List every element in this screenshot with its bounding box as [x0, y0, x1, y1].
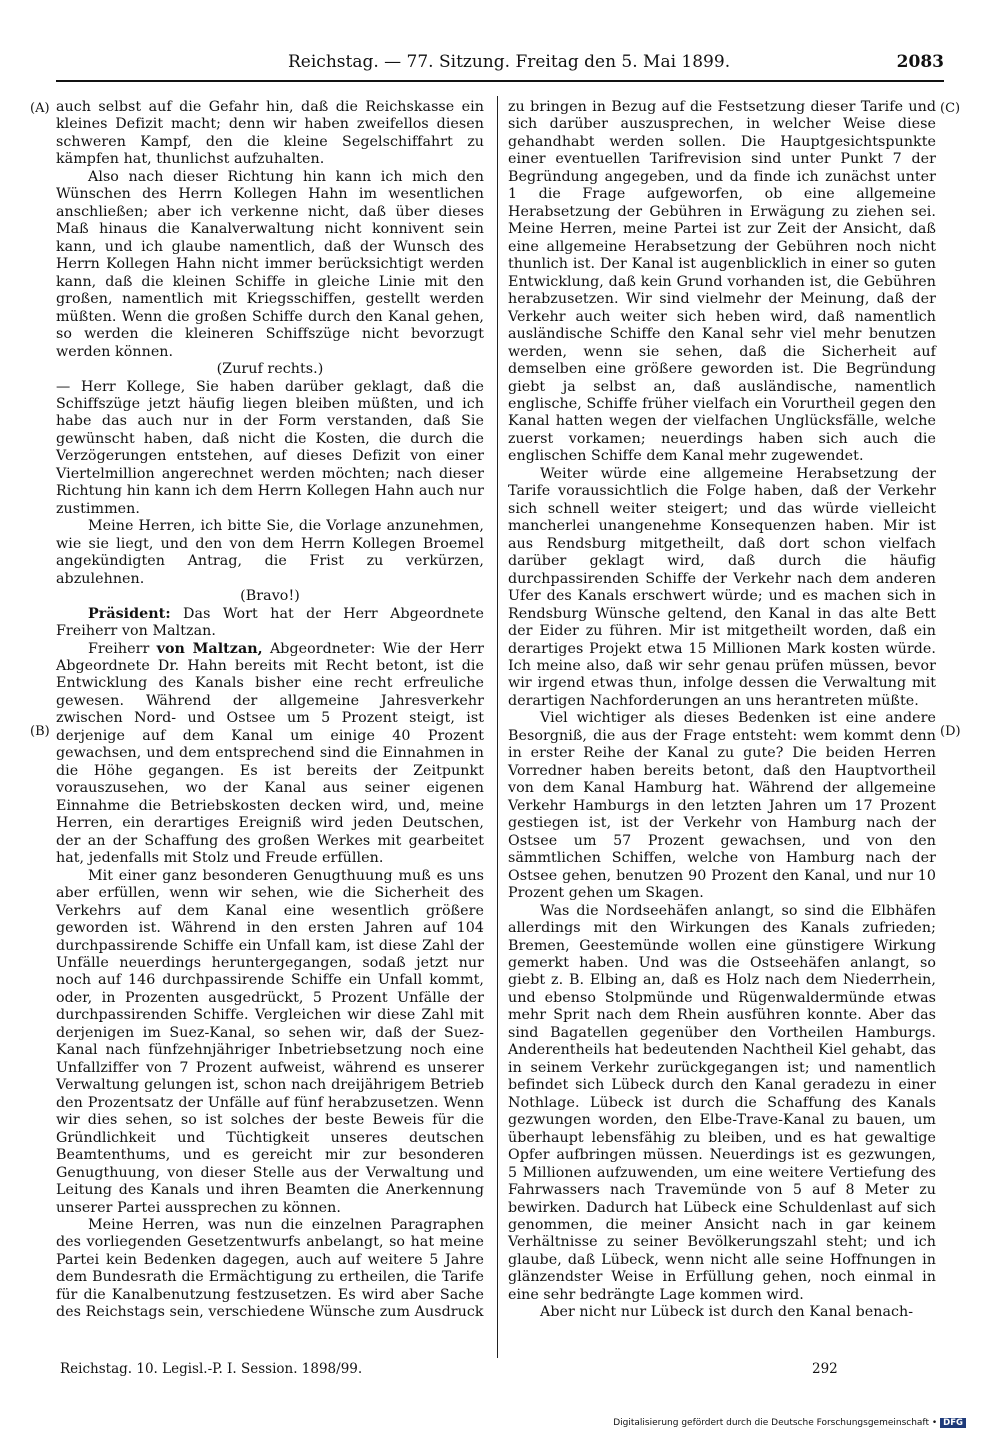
margin-marker-a: (A)	[30, 101, 50, 116]
footer-signature: Reichstag. 10. Legisl.-P. I. Session. 1898/99.	[60, 1361, 363, 1377]
running-title: Reichstag. — 77. Sitzung. Freitag den 5. Mai 1899.	[288, 52, 731, 72]
speech-paragraph	[56, 641, 484, 868]
speech-text: Abgeordneter: Wie der Herr Abgeordnete Dr. Hahn bereits mit Recht betont, ist die Entwicklung des Kanals bisher eine recht erfreuliche gewesen. Während der allgemeine Jahresverkehr zwischen Nord- und Ostsee um 5 Prozent steigt, ist derjenige auf dem Kanal um einige 40 Prozent gewachsen, und dem entsprechend sind die Einnahmen in die Höhe gegangen. Es ist bereits der Zeitpunkt vorauszusehen, wo der Kanal aus seiner eigenen Einnahme die Betriebskosten decken wird, und, meine Herren, ein derartiges Ereigniß wird jeden Deutschen, der an der Schaffung des großen Werkes mit gearbeitet hat, jedenfalls mit Stolz und Freude erfüllen.	[56, 640, 485, 867]
speaker-prefix: Freiherr	[88, 640, 157, 657]
paragraph: Meine Herren, ich bitte Sie, die Vorlage anzunehmen, wie sie liegt, und den von dem Herrn Kollegen Broemel angekündigten Antrag, die Frist zu verkürzen, abzulehnen.	[56, 518, 484, 587]
page-header	[56, 48, 944, 76]
paragraph: Weiter würde eine allgemeine Herabsetzung der Tarife voraussichtlich die Folge haben, daß der Verkehr sich schnell weiter steigert; und das würde vielleicht mancherlei unangenehme Konsequenzen haben. Mir ist aus Rendsburg mitgetheilt, daß dort schon vielfach darüber geklagt wird, daß durch die häufig durchpassirenden Schiffe der Verkehr nach dem anderen Ufer des Kanals erschwert würde; und es machen sich in Rendsburg Wünsche geltend, den Kanal in das alte Bett der Eider zu führen. Mir ist mitgetheilt worden, daß ein derartiges Projekt etwa 15 Millionen Mark kosten würde. Ich meine also, daß wir sehr genau prüfen müssen, bevor wir irgend etwas thun, infolge dessen die Verwaltung mit derartigen Nachforderungen an uns herantreten müßte.	[508, 465, 936, 709]
footer-sheet-number: 292	[812, 1361, 838, 1377]
column-divider	[497, 96, 498, 1358]
right-column	[508, 99, 936, 1322]
interjection: (Bravo!)	[240, 588, 300, 605]
president-paragraph	[56, 606, 484, 641]
margin-marker-d: (D)	[940, 724, 961, 739]
paragraph: zu bringen in Bezug auf die Festsetzung dieser Tarife und sich darüber auszusprechen, in welcher Weise diese gehandhabt werden sollen. Die Hauptgesichtspunkte einer eventuellen Tarifrevision sind unter Punkt 7 der Begründung angegeben, und da finde ich zunächst unter 1 die Frage aufgeworfen, ob eine allgemeine Herabsetzung der Gebühren in Erwägung zu ziehen sei. Meine Herren, meine Partei ist zur Zeit der Ansicht, daß eine allgemeine Herabsetzung der Gebühren noch nicht thunlich ist. Der Kanal ist augenblicklich in einer so guten Entwicklung, daß kein Grund vorhanden ist, die Gebühren herabzusetzen. Wir sind vielmehr der Meinung, daß der Verkehr auch weiter sich heben wird, daß namentlich ausländische Schiffe den Kanal sehr viel mehr benutzen werden, wenn sie sehen, daß die Sicherheit auf demselben eine größere geworden ist. Die Begründung giebt ja selbst an, daß ausländische, namentlich englische, Schiffe früher vielfach ein Vorurtheil gegen den Kanal hatten wegen der vielfachen Unglücksfälle, welche zuerst vorkamen; neuerdings haben sich auch die englischen Schiffe dem Kanal mehr zugewendet.	[508, 99, 936, 465]
paragraph: Aber nicht nur Lübeck ist durch den Kanal benach-	[540, 1304, 914, 1321]
margin-marker-b: (B)	[30, 724, 50, 739]
paragraph: — Herr Kollege, Sie haben darüber geklagt, daß die Schiffszüge jetzt häufig liegen bleiben müßten, und ich habe das auch nur in der Form verstanden, daß Sie gewünscht haben, daß nicht die Kosten, die durch die Verzögerungen entstehen, auf dieses Defizit von einer Viertelmillion angerechnet werden möchten; nach dieser Richtung hin kann ich dem Herrn Kollegen Hahn auch nur zustimmen.	[56, 378, 484, 517]
margin-marker-c: (C)	[940, 101, 961, 116]
digitization-credit	[613, 1418, 966, 1428]
interjection: (Zuruf rechts.)	[216, 361, 324, 378]
paragraph: Meine Herren, was nun die einzelnen Paragraphen des vorliegenden Gesetzentwurfs anbelangt, so hat meine Partei kein Bedenken dagegen, auch auf weitere 5 Jahre dem Bundesrath die Ermächtigung zu ertheilen, die Tarife für die Kanalbenutzung festzusetzen. Es wird aber Sache des Reichstags sein, verschiedene Wünsche zum Ausdruck	[56, 1217, 484, 1321]
dfg-logo: DFG	[940, 1418, 966, 1428]
left-column	[56, 99, 484, 1322]
paragraph: Also nach dieser Richtung hin kann ich mich den Wünschen des Herrn Kollegen Hahn im wesentlichen anschließen; aber ich verkenne nicht, daß über dieses Maß hinaus die Kanalverwaltung nicht konnivent sein kann, und ich glaube namentlich, daß der Wunsch des Herrn Kollegen Hahn nicht immer berücksichtigt werden kann, daß die kleinen Schiffe in gleiche Linie mit den großen, namentlich mit Kriegsschiffen, gestellt werden müßten. Wenn die großen Schiffe durch den Kanal gehen, so werden die kleineren Schiffszüge nicht bevorzugt werden können.	[56, 168, 484, 360]
credit-text: Digitalisierung gefördert durch die Deutsche Forschungsgemeinschaft •	[613, 1418, 938, 1428]
speaker-name: von Maltzan,	[156, 640, 263, 657]
president-text: Das Wort hat der Herr Abgeordnete Freiherr von Maltzan.	[56, 605, 484, 640]
paragraph: Viel wichtiger als dieses Bedenken ist eine andere Besorgniß, die aus der Frage entsteht: wem kommt denn in erster Reihe der Kanal zu gute? Die beiden Herren Vorredner haben bereits betont, daß den Hauptvortheil von dem Kanal Hamburg hat. Während der allgemeine Verkehr Hamburgs in den letzten Jahren um 17 Prozent gestiegen ist, ist der Verkehr von Hamburg nach der Ostsee um 57 Prozent gewachsen, und von den sämmtlichen Schiffen, welche von Hamburg nach der Ostsee gehen, benutzen 90 Prozent den Kanal, und nur 10 Prozent gehen um Skagen.	[508, 710, 936, 902]
paragraph: auch selbst auf die Gefahr hin, daß die Reichskasse ein kleines Defizit macht; denn wir haben zweifellos diesen schweren Kampf, den die kleine Segelschiffahrt zu kämpfen hat, thunlichst aufzuhalten.	[56, 99, 484, 168]
paragraph: Mit einer ganz besonderen Genugthuung muß es uns aber erfüllen, wenn wir sehen, wie die Sicherheit des Verkehrs auf dem Kanal eine wesentlich größere geworden ist. Während in den ersten Jahren auf 104 durchpassirende Schiffe ein Unfall kam, ist diese Zahl der Unfälle neuerdings heruntergegangen, sodaß jetzt nur noch auf 146 durchpassirende Schiffe ein Unfall kommt, oder, in Prozenten ausgedrückt, 5 Prozent Unfälle der durchpassirenden Schiffe. Vergleichen wir diese Zahl mit derjenigen im Suez-Kanal, so sehen wir, daß der Suez-Kanal nach fünfzehnjähriger Inbetriebsetzung noch eine Unfallziffer von 7 Prozent aufweist, während es unserer Verwaltung gelungen ist, schon nach dreijährigem Betrieb den Prozentsatz der Unfälle auf fünf herabzusetzen. Wenn wir dies sehen, so ist solches der beste Beweis für die Gründlichkeit und Tüchtigkeit unseres deutschen Beamtenthums, und es gereicht mir zur besonderen Genugthuung, von dieser Stelle aus der Verwaltung und Leitung des Kanals und ihren Beamten die Anerkennung unserer Partei aussprechen zu können.	[56, 867, 484, 1216]
president-label: Präsident:	[88, 605, 171, 622]
header-rule	[56, 80, 944, 82]
page-number: 2083	[896, 52, 944, 72]
paragraph: Was die Nordseehäfen anlangt, so sind die Elbhäfen allerdings mit den Wirkungen des Kanals zufrieden; Bremen, Geestemünde wollen eine günstigere Wirkung gemerkt haben. Und was die Ostseehäfen anlangt, so giebt z. B. Elbing an, daß es Holz nach dem Niederrhein, und ebenso Stolpmünde und Rügenwaldermünde etwas mehr Sprit nach dem Rhein ausführen konnte. Aber das sind Bagatellen gegenüber den Vortheilen Hamburgs. Anderentheils hat bedeutenden Nachtheil Kiel gehabt, das in seinem Verkehr zurückgegangen ist; und namentlich befindet sich Lübeck durch den Kanal geradezu in einer Nothlage. Lübeck ist durch die Schaffung des Kanals gezwungen worden, den Elbe-Trave-Kanal zu bauen, um überhaupt lebensfähig zu bleiben, und es hat gewaltige Opfer aufbringen müssen. Neuerdings ist es gezwungen, 5 Millionen aufzuwenden, um eine weitere Vertiefung des Fahrwassers nach Travemünde von 5 auf 8 Meter zu bewirken. Dadurch hat Lübeck eine Schuldenlast auf sich genommen, die meiner Ansicht nach in gar keinem Verhältnisse zu seiner Bevölkerungszahl steht; und ich glaube, daß Lübeck, wenn nicht alle seine Hoffnungen in glänzendster Weise in Erfüllung gehen, noch einmal in eine sehr bedrängte Lage kommen wird.	[508, 902, 936, 1303]
